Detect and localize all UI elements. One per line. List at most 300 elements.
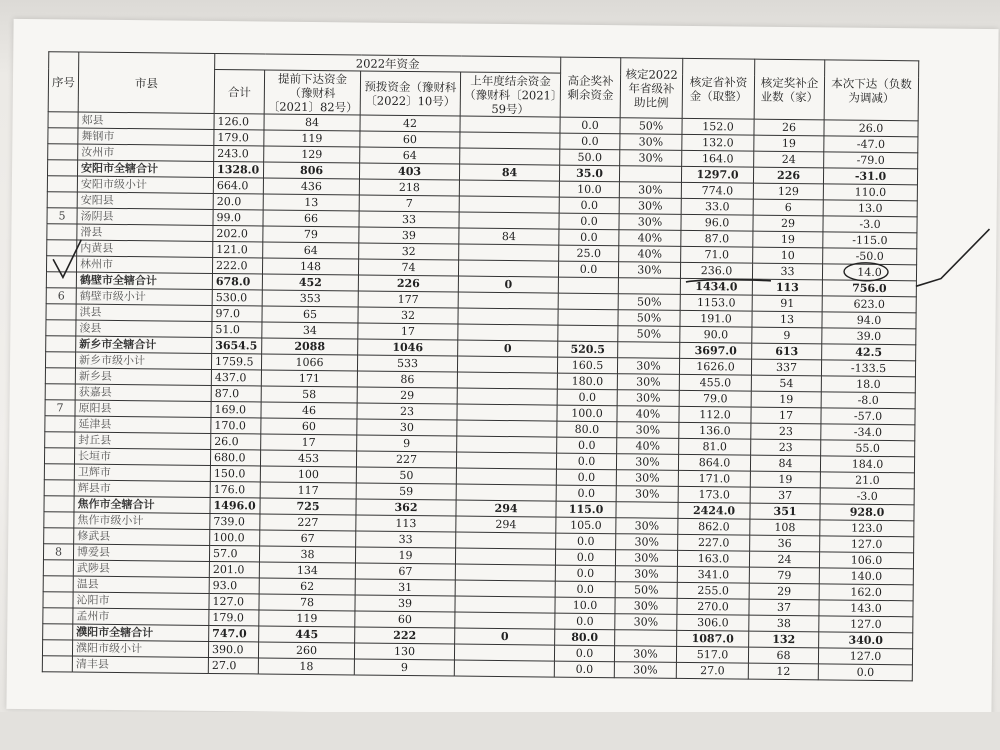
cell-approved: 96.0 <box>681 214 753 231</box>
cell-pre: 9 <box>354 659 454 676</box>
cell-this-time: -3.0 <box>820 488 914 505</box>
cell-last-year <box>455 580 555 597</box>
cell-enterprises: 36 <box>750 535 820 552</box>
cell-approved: 255.0 <box>677 582 749 599</box>
cell-seq <box>44 528 74 544</box>
cell-ratio: 40% <box>617 406 679 423</box>
cell-advance: 445 <box>259 626 355 643</box>
cell-advance: 79 <box>263 226 359 243</box>
cell-pre: 362 <box>356 499 456 516</box>
cell-enterprises: 226 <box>753 167 823 184</box>
cell-total: 1328.0 <box>213 161 263 178</box>
cell-city: 封丘县 <box>75 432 211 449</box>
cell-hightech: 35.0 <box>560 165 620 182</box>
cell-this-time: -31.0 <box>823 168 917 185</box>
cell-enterprises: 26 <box>754 119 824 136</box>
cell-pre: 31 <box>355 579 455 596</box>
cell-this-time: -34.0 <box>821 424 915 441</box>
cell-seq <box>42 640 72 656</box>
cell-last-year: 0 <box>455 628 555 645</box>
cell-total: 664.0 <box>213 177 263 194</box>
cell-this-time: 123.0 <box>820 520 914 537</box>
cell-pre: 17 <box>358 323 458 340</box>
cell-seq <box>44 480 74 496</box>
cell-enterprises: 9 <box>752 327 822 344</box>
cell-advance: 436 <box>263 178 359 195</box>
cell-last-year: 84 <box>459 164 559 181</box>
cell-city: 濮阳市全辖合计 <box>73 624 209 641</box>
cell-last-year <box>456 484 556 501</box>
cell-total: 222.0 <box>212 257 262 274</box>
cell-city: 延津县 <box>75 416 211 433</box>
cell-seq <box>44 512 74 528</box>
cell-ratio: 30% <box>616 470 678 487</box>
funding-table <box>42 51 919 681</box>
cell-total: 27.0 <box>208 657 258 674</box>
cell-pre: 1046 <box>358 339 458 356</box>
cell-ratio: 30% <box>616 518 678 535</box>
cell-approved: 2424.0 <box>678 502 750 519</box>
cell-seq <box>48 128 78 144</box>
cell-ratio: 30% <box>617 390 679 407</box>
cell-seq <box>45 352 75 368</box>
cell-seq <box>47 224 77 240</box>
cell-total: 3654.5 <box>212 337 262 354</box>
cell-advance: 67 <box>260 530 356 547</box>
cell-this-time: 127.0 <box>819 616 913 633</box>
cell-hightech: 80.0 <box>555 629 615 646</box>
cell-seq <box>47 176 77 192</box>
cell-ratio: 30% <box>619 182 681 199</box>
cell-this-time: -115.0 <box>823 232 917 249</box>
cell-ratio: 40% <box>619 246 681 263</box>
cell-this-time: -47.0 <box>824 136 918 153</box>
cell-city: 卫辉市 <box>74 464 210 481</box>
cell-city: 辉县市 <box>74 480 210 497</box>
cell-seq <box>44 496 74 512</box>
cell-hightech: 0.0 <box>556 485 616 502</box>
cell-advance: 227 <box>260 514 356 531</box>
cell-seq <box>43 608 73 624</box>
cell-ratio: 50% <box>618 326 680 343</box>
cell-total: 87.0 <box>211 385 261 402</box>
cell-enterprises: 17 <box>751 407 821 424</box>
cell-hightech <box>558 309 618 326</box>
cell-city: 新乡市级小计 <box>75 352 211 369</box>
cell-approved: 341.0 <box>677 566 749 583</box>
cell-last-year <box>460 132 560 149</box>
cell-pre: 32 <box>358 307 458 324</box>
cell-enterprises: 23 <box>751 439 821 456</box>
cell-hightech: 0.0 <box>554 661 614 678</box>
cell-this-time: 13.0 <box>823 200 917 217</box>
cell-enterprises: 29 <box>749 583 819 600</box>
cell-approved: 270.0 <box>677 598 749 615</box>
cell-this-time: 756.0 <box>822 280 916 297</box>
cell-seq <box>43 560 73 576</box>
cell-this-time: 94.0 <box>822 312 916 329</box>
cell-pre: 33 <box>359 211 459 228</box>
cell-this-time: -3.0 <box>823 216 917 233</box>
cell-ratio: 30% <box>619 198 681 215</box>
cell-approved: 3697.0 <box>680 342 752 359</box>
cell-city: 沁阳市 <box>73 592 209 609</box>
cell-enterprises: 24 <box>749 551 819 568</box>
cell-pre: 226 <box>358 275 458 292</box>
cell-enterprises: 132 <box>749 631 819 648</box>
cell-total: 176.0 <box>210 481 260 498</box>
cell-total: 170.0 <box>211 417 261 434</box>
header-city: 市县 <box>78 52 215 113</box>
cell-enterprises: 24 <box>754 151 824 168</box>
cell-hightech <box>558 277 618 294</box>
cell-ratio <box>618 278 680 295</box>
cell-total: 121.0 <box>213 241 263 258</box>
cell-last-year: 0 <box>458 340 558 357</box>
cell-last-year <box>455 564 555 581</box>
cell-city: 原阳县 <box>75 400 211 417</box>
cell-ratio: 50% <box>618 294 680 311</box>
cell-enterprises: 19 <box>751 391 821 408</box>
cell-seq <box>42 656 72 672</box>
cell-last-year <box>455 612 555 629</box>
cell-advance: 34 <box>262 322 358 339</box>
cell-city: 安阳市级小计 <box>77 176 213 193</box>
cell-hightech: 0.0 <box>557 389 617 406</box>
cell-approved: 1626.0 <box>679 358 751 375</box>
cell-ratio: 30% <box>614 646 676 663</box>
cell-pre: 7 <box>359 195 459 212</box>
cell-enterprises: 54 <box>751 375 821 392</box>
cell-seq <box>46 304 76 320</box>
cell-hightech: 0.0 <box>555 613 615 630</box>
cell-last-year <box>455 548 555 565</box>
cell-ratio <box>615 630 677 647</box>
cell-advance: 725 <box>260 498 356 515</box>
cell-last-year <box>456 452 556 469</box>
cell-approved: 171.0 <box>678 470 750 487</box>
cell-hightech: 0.0 <box>555 565 615 582</box>
cell-city: 武陟县 <box>73 560 209 577</box>
cell-approved: 455.0 <box>679 374 751 391</box>
cell-advance: 58 <box>261 386 357 403</box>
cell-hightech: 0.0 <box>555 549 615 566</box>
cell-enterprises: 19 <box>750 471 820 488</box>
cell-last-year <box>456 468 556 485</box>
cell-last-year: 84 <box>459 228 559 245</box>
cell-last-year <box>459 196 559 213</box>
cell-enterprises: 33 <box>752 263 822 280</box>
cell-ratio: 30% <box>617 358 679 375</box>
cell-total: 739.0 <box>210 513 260 530</box>
cell-total: 243.0 <box>214 145 264 162</box>
cell-hightech: 0.0 <box>556 533 616 550</box>
cell-this-time: 623.0 <box>822 296 916 313</box>
cell-enterprises: 19 <box>753 231 823 248</box>
cell-total: 1759.5 <box>211 353 261 370</box>
cell-approved: 1297.0 <box>681 166 753 183</box>
cell-seq <box>48 144 78 160</box>
cell-hightech: 115.0 <box>556 501 616 518</box>
cell-last-year <box>457 388 557 405</box>
cell-approved: 81.0 <box>679 438 751 455</box>
cell-hightech: 0.0 <box>560 133 620 150</box>
cell-hightech: 25.0 <box>559 245 619 262</box>
cell-seq <box>43 624 73 640</box>
cell-enterprises: 113 <box>752 279 822 296</box>
cell-approved: 1087.0 <box>677 630 749 647</box>
cell-enterprises: 38 <box>749 615 819 632</box>
cell-approved: 774.0 <box>681 182 753 199</box>
cell-hightech: 0.0 <box>558 261 618 278</box>
cell-this-time: -133.5 <box>821 360 915 377</box>
cell-hightech: 0.0 <box>559 213 619 230</box>
header-total: 合计 <box>214 69 264 114</box>
cell-this-time: 39.0 <box>822 328 916 345</box>
cell-advance: 18 <box>258 658 354 675</box>
cell-enterprises: 23 <box>751 423 821 440</box>
cell-enterprises: 68 <box>748 647 818 664</box>
cell-pre: 39 <box>359 227 459 244</box>
cell-advance: 17 <box>261 434 357 451</box>
cell-last-year: 0 <box>458 276 558 293</box>
cell-last-year <box>457 404 557 421</box>
cell-seq <box>46 272 76 288</box>
cell-enterprises: 19 <box>754 135 824 152</box>
cell-hightech: 180.0 <box>557 373 617 390</box>
cell-seq <box>48 112 78 128</box>
cell-city: 郏县 <box>78 112 214 129</box>
cell-this-time: 26.0 <box>824 120 918 137</box>
cell-ratio: 30% <box>617 422 679 439</box>
cell-city: 长垣市 <box>74 448 210 465</box>
cell-total: 100.0 <box>210 529 260 546</box>
cell-pre: 39 <box>355 595 455 612</box>
cell-city: 舞钢市 <box>78 128 214 145</box>
cell-pre: 227 <box>356 451 456 468</box>
cell-total: 530.0 <box>212 289 262 306</box>
cell-ratio: 30% <box>620 134 682 151</box>
cell-approved: 1434.0 <box>680 278 752 295</box>
cell-seq <box>46 336 76 352</box>
cell-last-year <box>458 260 558 277</box>
cell-pre: 218 <box>359 179 459 196</box>
cell-seq <box>47 160 77 176</box>
cell-advance: 452 <box>262 274 358 291</box>
cell-this-time: 143.0 <box>819 600 913 617</box>
cell-total: 680.0 <box>210 449 260 466</box>
cell-total: 437.0 <box>211 369 261 386</box>
cell-last-year <box>458 324 558 341</box>
cell-advance: 46 <box>261 402 357 419</box>
cell-pre: 60 <box>355 611 455 628</box>
cell-hightech: 105.0 <box>556 517 616 534</box>
cell-advance: 100 <box>260 466 356 483</box>
cell-enterprises: 91 <box>752 295 822 312</box>
header-enterprises: 核定奖补企业数（家） <box>754 59 825 120</box>
cell-seq: 5 <box>47 208 77 224</box>
cell-this-time: 928.0 <box>820 504 914 521</box>
cell-approved: 517.0 <box>676 646 748 663</box>
cell-this-time: 18.0 <box>821 376 915 393</box>
cell-total: 390.0 <box>208 641 258 658</box>
cell-this-time: -57.0 <box>821 408 915 425</box>
cell-advance: 64 <box>263 242 359 259</box>
cell-city: 淇县 <box>76 304 212 321</box>
cell-ratio: 30% <box>615 614 677 631</box>
cell-approved: 864.0 <box>678 454 750 471</box>
cell-pre: 177 <box>358 291 458 308</box>
header-approved: 核定省补资金（取整） <box>682 58 755 119</box>
cell-ratio <box>619 166 681 183</box>
cell-advance: 13 <box>263 194 359 211</box>
cell-advance: 453 <box>260 450 356 467</box>
cell-last-year <box>458 308 558 325</box>
cell-this-time: 0.0 <box>818 664 912 681</box>
cell-city: 林州市 <box>76 256 212 273</box>
cell-approved: 306.0 <box>677 614 749 631</box>
cell-seq: 6 <box>46 288 76 304</box>
cell-ratio: 30% <box>620 150 682 167</box>
cell-hightech: 0.0 <box>556 453 616 470</box>
cell-city: 汤阴县 <box>77 208 213 225</box>
header-seq: 序号 <box>48 52 79 112</box>
cell-seq: 8 <box>43 544 73 560</box>
cell-last-year <box>454 660 554 677</box>
cell-this-time: 184.0 <box>820 456 914 473</box>
cell-ratio: 30% <box>615 598 677 615</box>
cell-city: 清丰县 <box>72 656 208 673</box>
cell-pre: 19 <box>355 547 455 564</box>
cell-this-time: 55.0 <box>821 440 915 457</box>
cell-ratio: 50% <box>615 582 677 599</box>
cell-this-time: 106.0 <box>819 552 913 569</box>
cell-enterprises: 129 <box>753 183 823 200</box>
header-group-2022: 2022年资金 <box>215 53 561 73</box>
cell-approved: 112.0 <box>679 406 751 423</box>
document-paper <box>6 19 998 719</box>
cell-last-year: 294 <box>456 500 556 517</box>
cell-approved: 1153.0 <box>680 294 752 311</box>
cell-pre: 9 <box>357 435 457 452</box>
cell-this-time: 127.0 <box>820 536 914 553</box>
cell-hightech: 0.0 <box>560 117 620 134</box>
cell-pre: 42 <box>360 115 460 132</box>
cell-seq <box>45 416 75 432</box>
cell-hightech: 10.0 <box>555 597 615 614</box>
cell-total: 127.0 <box>209 593 259 610</box>
cell-seq <box>47 240 77 256</box>
cell-ratio: 30% <box>615 550 677 567</box>
cell-enterprises: 13 <box>752 311 822 328</box>
cell-pre: 113 <box>356 515 456 532</box>
cell-last-year <box>459 180 559 197</box>
cell-total: 57.0 <box>209 545 259 562</box>
cell-hightech: 100.0 <box>557 405 617 422</box>
cell-this-time: 340.0 <box>819 632 913 649</box>
header-last-year: 上年度结余资金（豫财科〔2021〕59号） <box>460 72 560 117</box>
cell-city: 濮阳市级小计 <box>72 640 208 657</box>
cell-total: 202.0 <box>213 225 263 242</box>
cell-city: 焦作市全辖合计 <box>74 496 210 513</box>
cell-total: 51.0 <box>212 321 262 338</box>
cell-ratio: 50% <box>618 310 680 327</box>
cell-this-time: 140.0 <box>819 568 913 585</box>
cell-approved: 79.0 <box>679 390 751 407</box>
cell-enterprises: 12 <box>748 663 818 680</box>
cell-enterprises: 613 <box>752 343 822 360</box>
header-ratio: 核定2022年省级补助比例 <box>620 58 683 119</box>
cell-total: 179.0 <box>214 129 264 146</box>
cell-advance: 60 <box>261 418 357 435</box>
cell-seq <box>45 432 75 448</box>
cell-city: 滑县 <box>77 224 213 241</box>
cell-seq <box>43 592 73 608</box>
funding-table-sheet <box>42 51 918 681</box>
cell-city: 孟州市 <box>73 608 209 625</box>
cell-enterprises: 79 <box>749 567 819 584</box>
cell-approved: 173.0 <box>678 486 750 503</box>
cell-hightech: 0.0 <box>556 469 616 486</box>
cell-total: 97.0 <box>212 305 262 322</box>
cell-approved: 227.0 <box>678 534 750 551</box>
cell-ratio: 30% <box>615 566 677 583</box>
cell-pre: 60 <box>360 131 460 148</box>
cell-last-year: 294 <box>456 516 556 533</box>
cell-last-year <box>457 436 557 453</box>
cell-ratio: 30% <box>617 374 679 391</box>
cell-pre: 86 <box>357 371 457 388</box>
cell-approved: 33.0 <box>681 198 753 215</box>
cell-enterprises: 6 <box>753 199 823 216</box>
cell-city: 博爱县 <box>73 544 209 561</box>
cell-ratio <box>618 342 680 359</box>
cell-total: 93.0 <box>209 577 259 594</box>
cell-total: 169.0 <box>211 401 261 418</box>
cell-last-year <box>456 532 556 549</box>
cell-approved: 164.0 <box>682 150 754 167</box>
cell-city: 汝州市 <box>78 144 214 161</box>
cell-pre: 59 <box>356 483 456 500</box>
header-pre: 预拨资金（豫财科〔2022〕10号） <box>360 71 460 116</box>
cell-total: 179.0 <box>209 609 259 626</box>
cell-pre: 67 <box>355 563 455 580</box>
cell-advance: 117 <box>260 482 356 499</box>
cell-last-year <box>460 148 560 165</box>
cell-hightech: 80.0 <box>557 421 617 438</box>
cell-seq <box>46 320 76 336</box>
cell-advance: 119 <box>264 130 360 147</box>
cell-seq <box>46 256 76 272</box>
cell-seq <box>47 192 77 208</box>
cell-advance: 78 <box>259 594 355 611</box>
cell-advance: 66 <box>263 210 359 227</box>
cell-hightech: 10.0 <box>559 181 619 198</box>
cell-last-year <box>459 244 559 261</box>
cell-pre: 130 <box>354 643 454 660</box>
cell-advance: 62 <box>259 578 355 595</box>
cell-pre: 32 <box>359 243 459 260</box>
cell-pre: 29 <box>357 387 457 404</box>
cell-city: 鹤壁市级小计 <box>76 288 212 305</box>
cell-approved: 862.0 <box>678 518 750 535</box>
cell-approved: 90.0 <box>680 326 752 343</box>
cell-pre: 403 <box>359 163 459 180</box>
cell-approved: 152.0 <box>682 118 754 135</box>
cell-this-time: 162.0 <box>819 584 913 601</box>
cell-seq <box>44 464 74 480</box>
cell-city: 温县 <box>73 576 209 593</box>
